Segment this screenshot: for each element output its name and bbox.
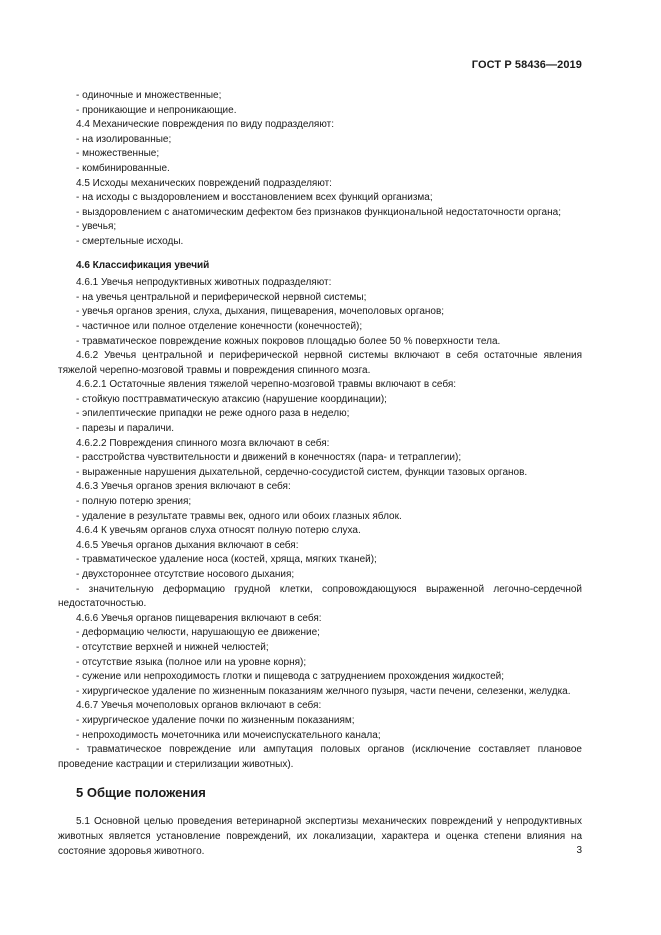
list-item: - сужение или непроходимость глотки и пищевода с затруднением прохождения жидкостей; [76, 671, 505, 683]
clause-4-6-6: 4.6.6 Увечья органов пищеварения включают в себя: [76, 612, 322, 624]
list-item: - отсутствие языка (полное или на уровне корня); [76, 656, 307, 668]
subsection-heading-4-6: 4.6 Классификация увечий [76, 259, 210, 271]
list-item: - травматическое повреждение кожных покровов площадью более 50 % поверхности тела. [76, 335, 501, 347]
clause-4-6-2: 4.6.2 Увечья центральной и периферической нервной системы включают в себя остаточные явления тяжелой черепно-мозговой травмы и повреждения спинного мозга. [58, 350, 582, 376]
section-heading-5: 5 Общие положения [76, 785, 206, 801]
list-item: - парезы и параличи. [76, 423, 174, 435]
list-item: - увечья органов зрения, слуха, дыхания, пищеварения, мочеполовых органов; [76, 306, 445, 318]
list-item: - расстройства чувствительности и движений в конечностях (пара- и тетраплегии); [76, 452, 462, 464]
clause-4-6-5: 4.6.5 Увечья органов дыхания включают в себя: [76, 539, 299, 551]
list-item: - проникающие и непроникающие. [76, 104, 237, 116]
list-item: - выздоровлением с анатомическим дефектом без признаков функциональной недостаточности органа; [76, 206, 561, 218]
clause-4-4: 4.4 Механические повреждения по виду подразделяют: [76, 119, 334, 131]
clause-4-6-3: 4.6.3 Увечья органов зрения включают в себя: [76, 481, 291, 493]
clause-4-6-2-2: 4.6.2.2 Повреждения спинного мозга включают в себя: [76, 437, 330, 449]
list-item: - эпилептические припадки не реже одного раза в неделю; [76, 408, 350, 420]
clause-4-5: 4.5 Исходы механических повреждений подразделяют: [76, 177, 332, 189]
list-item: - непроходимость мочеточника или мочеиспускательного канала; [76, 729, 381, 741]
list-item: - двухстороннее отсутствие носового дыхания; [76, 569, 295, 580]
list-item: - значительную деформацию грудной клетки, сопровождающуюся выраженной легочно-сердечной недостаточностью. [58, 583, 582, 610]
clause-4-6-7: 4.6.7 Увечья мочеполовых органов включают в себя: [76, 700, 322, 712]
list-item: - на увечья центральной и периферической нервной системы; [76, 291, 367, 303]
list-item: - удаление в результате травмы век, одного или обоих глазных яблок. [76, 510, 402, 522]
list-item: - хирургическое удаление почки по жизненным показаниям; [76, 714, 355, 726]
clause-4-6-4: 4.6.4 К увечьям органов слуха относят полную потерю слуха. [76, 525, 361, 537]
document-id-header: ГОСТ Р 58436—2019 [471, 59, 582, 71]
list-item: - множественные; [76, 148, 160, 160]
document-body [58, 89, 582, 859]
list-item: - отсутствие верхней и нижней челюстей; [76, 641, 269, 653]
clause-5-1: 5.1 Основной целью проведения ветеринарной экспертизы механических повреждений у непродуктивных животных является установление повреждений, их локализации, характера и оценка степени влияния на состояние здоровья животного. [58, 816, 582, 857]
list-item: - хирургическое удаление по жизненным показаниям желчного пузыря, части печени, селезенки, желудка. [76, 685, 571, 697]
list-item: - травматическое повреждение или ампутация половых органов (исключение составляет плановое проведение кастрации и стерилизации животных). [58, 744, 582, 770]
list-item: - деформацию челюсти, нарушающую ее движение; [76, 627, 320, 639]
clause-4-6-1: 4.6.1 Увечья непродуктивных животных подразделяют: [76, 277, 332, 289]
list-item: - стойкую посттравматическую атаксию (нарушение координации); [76, 393, 387, 405]
page-number: 3 [576, 845, 582, 856]
list-item: - увечья; [76, 221, 117, 233]
list-item: - на изолированные; [76, 133, 172, 145]
list-item: - на исходы с выздоровлением и восстановлением всех функций организма; [76, 192, 433, 204]
list-item: - смертельные исходы. [76, 235, 184, 247]
list-item: - выраженные нарушения дыхательной, сердечно-сосудистой систем, функции тазовых органов. [76, 466, 528, 478]
list-item: - травматическое удаление носа (костей, хряща, мягких тканей); [76, 554, 377, 566]
clause-4-6-2-1: 4.6.2.1 Остаточные явления тяжелой черепно-мозговой травмы включают в себя: [76, 379, 457, 391]
list-item: - комбинированные. [76, 162, 170, 174]
list-item: - полную потерю зрения; [76, 496, 192, 508]
list-item: - одиночные и множественные; [76, 90, 222, 101]
list-item: - частичное или полное отделение конечности (конечностей); [76, 320, 363, 332]
